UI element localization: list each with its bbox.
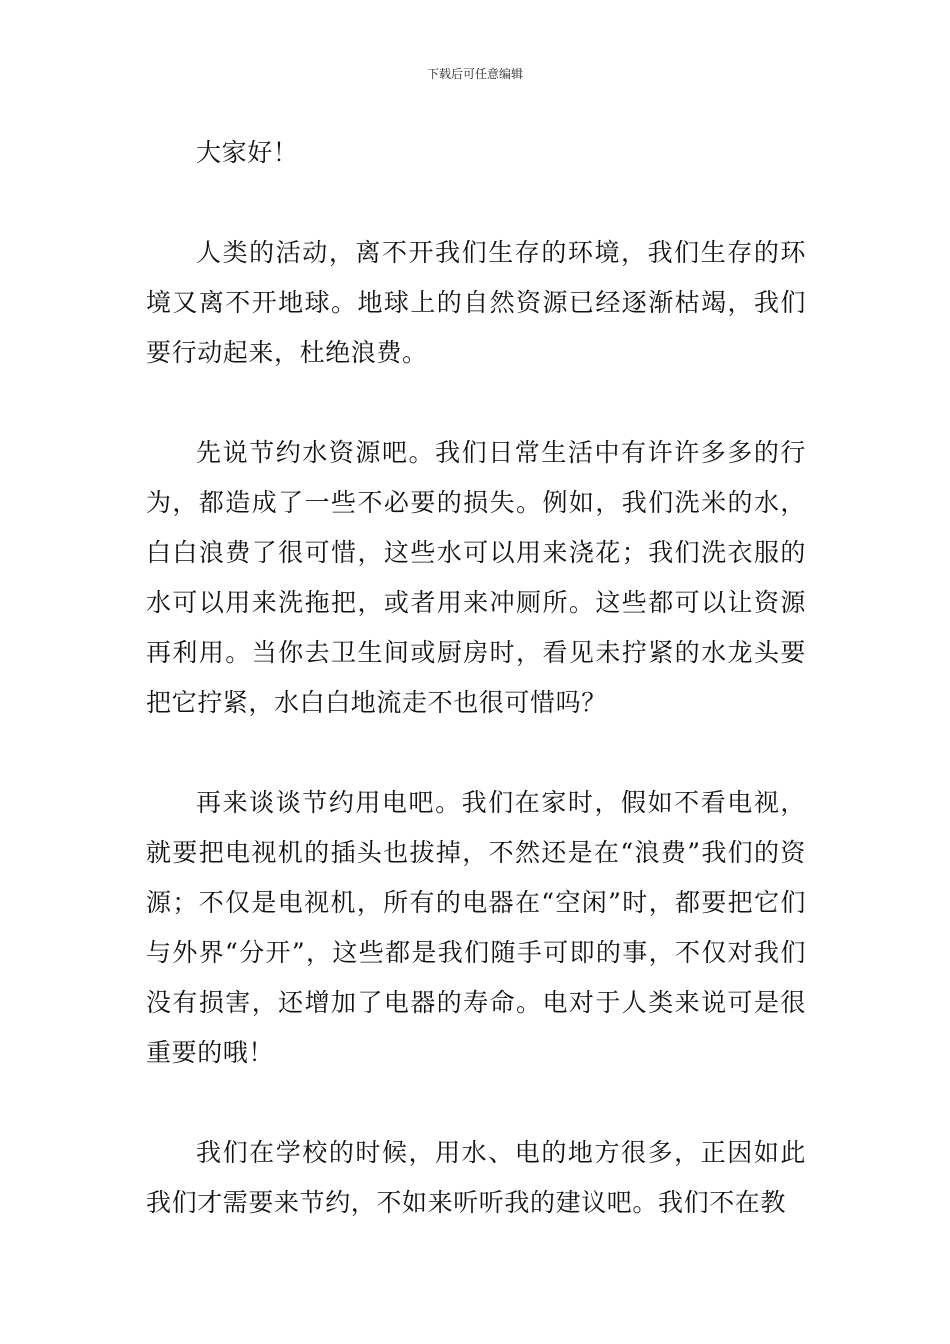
paragraph-gap — [146, 728, 806, 778]
electricity-saving-paragraph: 再来谈谈节约用电吧。我们在家时，假如不看电视，就要把电视机的插头也拔掉，不然还是在“浪费”我们的资源；不仅是电视机，所有的电器在“空闲”时，都要把它们与外界“分开”，这些都是我们随手可即的事，不仅对我们没有损害，还增加了电器的寿命。电对于人类来说可是很重要的哦！ — [146, 788, 806, 1067]
greeting-paragraph: 大家好！ — [196, 138, 299, 167]
paragraph-gap — [146, 378, 806, 428]
page-header-note: 下载后可任意编辑 — [426, 67, 523, 81]
paragraph-gap — [146, 1078, 806, 1128]
paragraph-gap — [146, 178, 806, 228]
water-saving-paragraph: 先说节约水资源吧。我们日常生活中有许许多多的行为，都造成了一些不必要的损失。例如，我们洗米的水，白白浪费了很可惜，这些水可以用来浇花；我们洗衣服的水可以用来洗拖把，或者用来冲厕所。这些都可以让资源再利用。当你去卫生间或厨房时，看见未拧紧的水龙头要把它拧紧，水白白地流走不也很可惜吗？ — [146, 438, 806, 717]
document-body — [146, 128, 806, 1228]
school-paragraph: 我们在学校的时候，用水、电的地方很多，正因如此我们才需要来节约，不如来听听我的建议吧。我们不在教 — [146, 1138, 806, 1217]
intro-paragraph: 人类的活动，离不开我们生存的环境，我们生存的环境又离不开地球。地球上的自然资源已经逐渐枯竭，我们要行动起来，杜绝浪费。 — [146, 238, 806, 367]
